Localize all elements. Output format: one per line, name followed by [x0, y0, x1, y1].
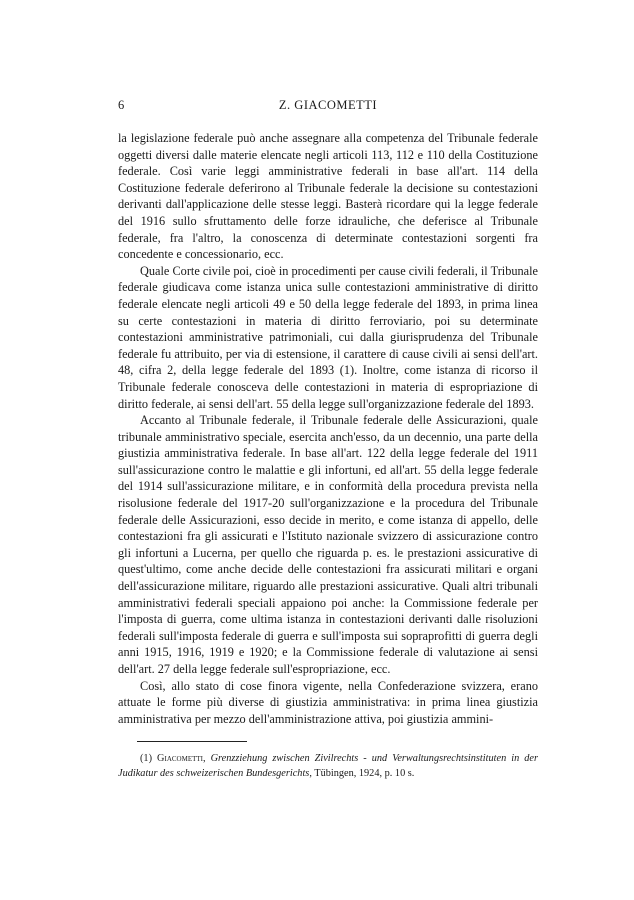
- footnote-marker: (1): [140, 753, 153, 764]
- paragraph: Quale Corte civile poi, cioè in procedimenti per cause civili federali, il Tribunale federale giudicava come istanza unica sulle contestazioni amministrative di diritto federale elencate negli articoli 49 e 50 della legge federale del 1893, in prima linea su certe contestazioni in materia di diritto ferroviario, poi su determinate contestazioni amministrative patrimoniali, cui dalla giurisprudenza del Tribunale federale fu attribuito, per via di estensione, il carattere di cause civili ai sensi dell'art. 48, cifra 2, della legge federale del 1893 (1). Inoltre, come istanza di ricorso il Tribunale federale conosceva delle contestazioni in materia di espropriazione di diritto federale, ai sensi dell'art. 55 della legge sull'organizzazione federale del 1893.: [118, 263, 538, 411]
- footnote: (1) Giacometti, Grenzziehung zwischen Zivilrechts - und Verwaltungsrechtsinstituten in der Judikatur des schweizerischen Bundesgerichts, Tübingen, 1924, p. 10 s.: [118, 753, 538, 779]
- footnote-title: Grenzziehung zwischen Zivilrechts - und Verwaltungsrechtsinstituten in der Judikatur des schweizerischen Bundesgerichts: [118, 753, 538, 779]
- paragraph: la legislazione federale può anche assegnare alla competenza del Tribunale federale oggetti diversi dalle materie elencate negli articoli 113, 112 e 110 della Costituzione federale. Così varie leggi amministrative federali in base all'art. 114 della Costituzione federale deferirono al Tribunale federale la decisione su contestazioni derivanti dall'applicazione delle stesse leggi. Basterà ricordare qui la legge federale del 1916 sullo sfruttamento delle forze idrauliche, che deferisce al Tribunale federale, fra l'altro, la conoscenza di determinate contestazioni sorgenti fra concedente e concessionario, ecc.: [118, 131, 538, 262]
- page-header: [118, 98, 538, 118]
- running-title: Z. GIACOMETTI: [278, 98, 378, 112]
- body-text: [118, 130, 538, 727]
- paragraph: Così, allo stato di cose finora vigente, nella Confederazione svizzera, erano attuate le forme più diverse di giustizia amministrativa: in prima linea giustizia amministrativa per mezzo dell'amministrazione attiva, poi giustizia ammini-: [118, 678, 538, 726]
- footnote-divider: [137, 741, 247, 742]
- footnote-author: Giacometti: [157, 753, 203, 764]
- paragraph: Accanto al Tribunale federale, il Tribunale federale delle Assicurazioni, quale tribunale amministrativo speciale, esercita anch'esso, da un decennio, una parte della giustizia amministrativa federale. In base all'art. 122 della legge federale del 1911 sull'assicurazione contro le malattie e gli infortuni, ed all'art. 55 della legge federale del 1914 sull'assicurazione militare, e in conformità della procedura prevista nella risolusione federale del 1917-20 sull'organizzazione e la procedura del Tribunale federale delle Assicurazioni, esso decide in merito, e come istanza di appello, delle contestazioni fra gli assicurati e l'Istituto nazionale svizzero di assicurazione contro gli infortuni a Lucerna, per quello che riguarda p. es. le prestazioni assicurative di quest'ultimo, come anche decide delle contestazioni fra assicurati militari e organi dell'assicurazione militare, riguardo alle prestazioni assicurative. Quali altri tribunali amministrativi federali speciali appaiono poi anche: la Commissione federale per l'imposta di guerra, come ultima istanza in contestazioni derivanti dalle risoluzioni federali sull'imposta federale di guerra e sull'imposta sui sopraprofitti di guerra degli anni 1915, 1916, 1919 e 1920; e la Commissione federale di valutazione ai sensi dell'art. 27 della legge federale sull'espropriazione, ecc.: [118, 413, 538, 676]
- page-number: 6: [118, 98, 125, 112]
- footnote-rest: , Tübingen, 1924, p. 10 s.: [309, 767, 415, 779]
